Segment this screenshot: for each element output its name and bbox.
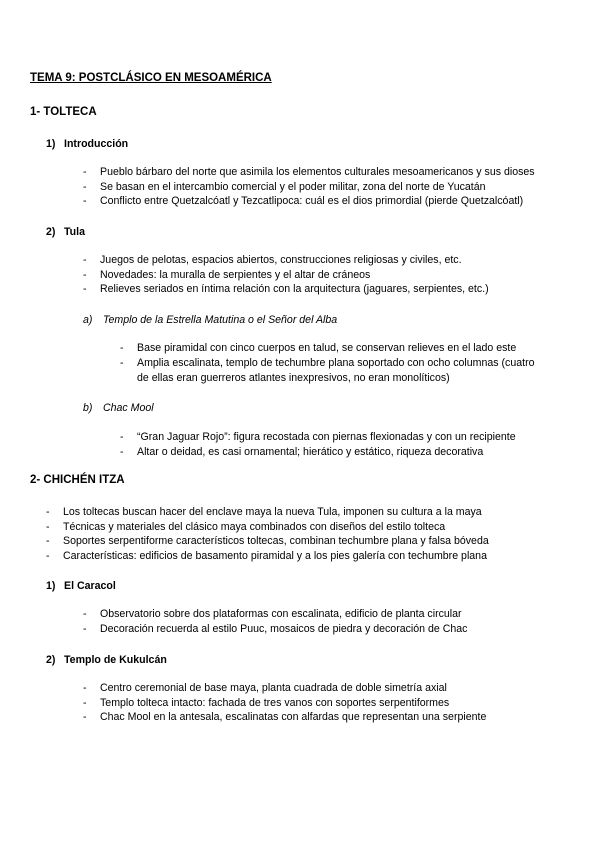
subsection-number: 1)	[46, 580, 56, 592]
subsection-number: 2)	[46, 654, 56, 666]
part-title: Templo de la Estrella Matutina o el Señor del Alba	[103, 314, 338, 326]
part-heading-estrella-matutina	[83, 313, 337, 327]
subsection-number: 1)	[46, 138, 56, 150]
subsection-heading-templo-kukulcan	[46, 653, 167, 667]
part-heading-chac-mool	[83, 401, 154, 415]
page-title: TEMA 9: POSTCLÁSICO EN MESOAMÉRICA	[30, 72, 272, 84]
subsection-heading-el-caracol	[46, 579, 116, 593]
part-title: Chac Mool	[103, 402, 154, 414]
subsection-heading-introduccion	[46, 137, 128, 151]
part-number: a)	[83, 314, 93, 326]
subsection-title: Templo de Kukulcán	[64, 654, 167, 666]
subsection-number: 2)	[46, 226, 56, 238]
subsection-title: Tula	[64, 226, 85, 238]
subsection-title: Introducción	[64, 138, 129, 150]
part-number: b)	[83, 402, 93, 414]
section-heading-tolteca: 1- TOLTECA	[30, 106, 97, 118]
subsection-title: El Caracol	[64, 580, 116, 592]
subsection-heading-tula	[46, 225, 85, 239]
section-heading-chichen-itza: 2- CHICHÉN ITZA	[30, 474, 125, 486]
